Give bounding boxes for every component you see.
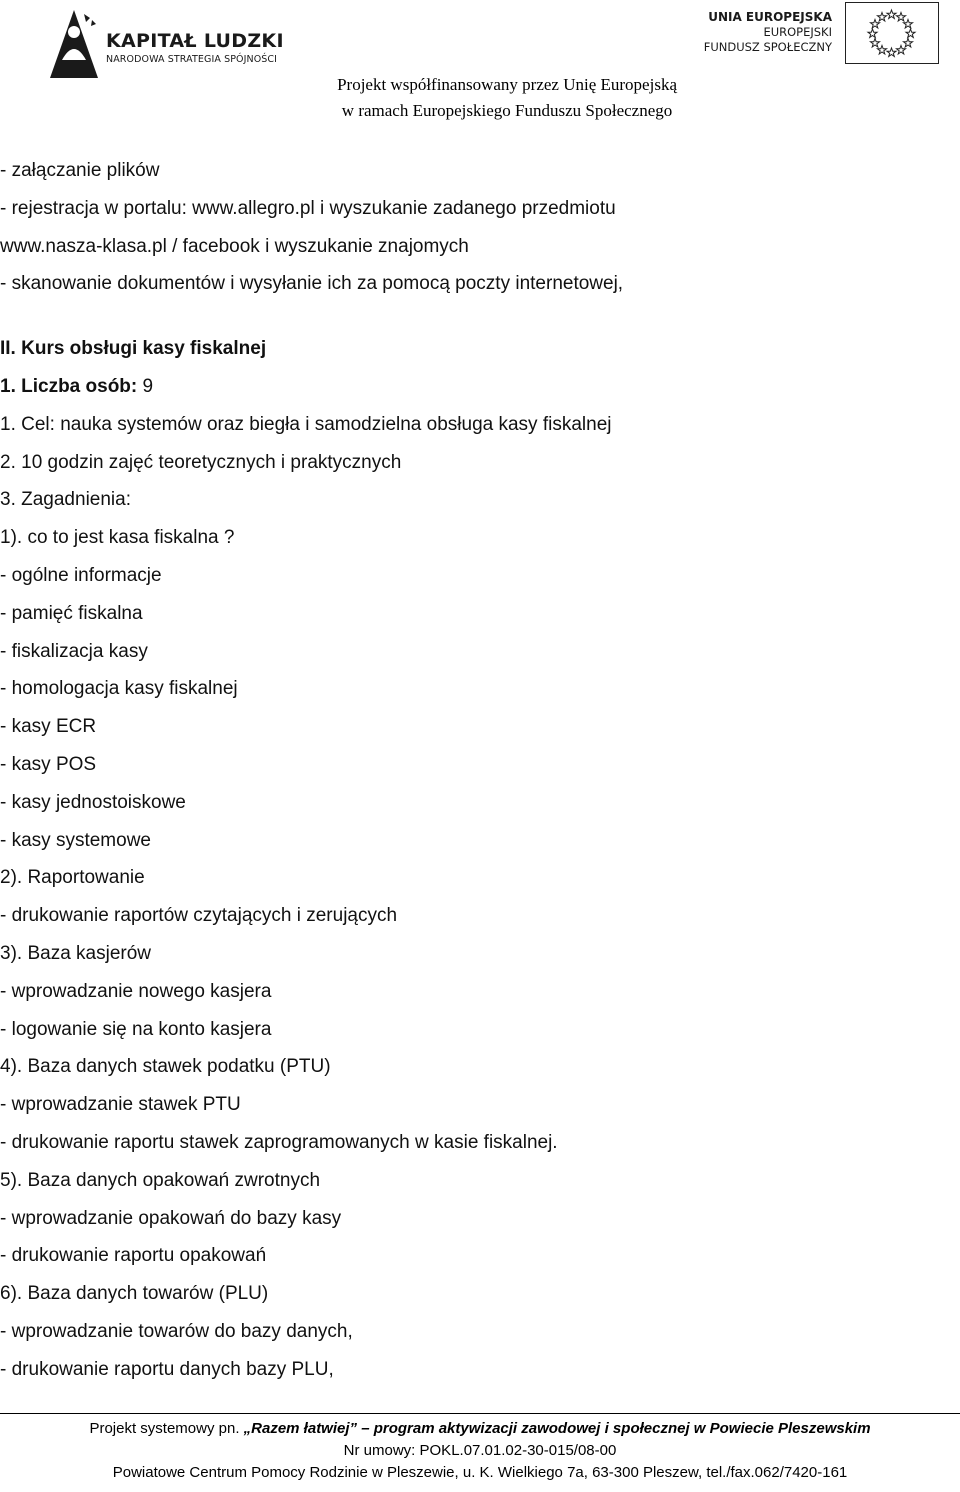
topic-line: - drukowanie raportu opakowań	[0, 1245, 267, 1267]
topic-line: 2). Raportowanie	[0, 867, 145, 889]
count-value: 9	[137, 375, 154, 397]
topic-line: - kasy ECR	[0, 716, 97, 738]
participant-count	[0, 368, 960, 406]
kapital-ludzki-subtitle: NARODOWA STRATEGIA SPÓJNOŚCI	[106, 54, 278, 65]
footer-contract-number: Nr umowy: POKL.07.01.02-30-015/08-00	[343, 1442, 617, 1459]
topic-line: - drukowanie raportu danych bazy PLU,	[0, 1358, 334, 1380]
body-line: - skanowanie dokumentów i wysyłanie ich za pomocą poczty internetowej,	[0, 273, 624, 295]
footer-program-title: „Razem łatwiej” – program aktywizacji zawodowej i społecznej w Powiecie Pleszewskim	[243, 1420, 871, 1437]
document-footer	[0, 1418, 960, 1484]
topic-line: 5). Baza danych opakowań zwrotnych	[0, 1169, 321, 1191]
topic-line: - pamięć fiskalna	[0, 602, 143, 624]
topic-list	[0, 406, 960, 1389]
topic-line: - ogólne informacje	[0, 564, 162, 586]
topic-line: 3. Zagadnienia:	[0, 489, 131, 511]
project-line2: w ramach Europejskiego Funduszu Społecznego	[341, 101, 673, 120]
body-line: www.nasza-klasa.pl / facebook i wyszukanie znajomych	[0, 235, 469, 257]
topic-line: - wprowadzanie stawek PTU	[0, 1094, 241, 1116]
count-label: 1. Liczba osób:	[0, 375, 138, 397]
topic-line: - kasy jednostoiskowe	[0, 791, 186, 813]
kapital-ludzki-title: KAPITAŁ LUDZKI	[106, 30, 284, 52]
body-line: - rejestracja w portalu: www.allegro.pl i wyszukanie zadanego przedmiotu	[0, 197, 616, 219]
document-body	[0, 152, 960, 1389]
footer-prefix: Projekt systemowy pn.	[89, 1420, 244, 1437]
section-title: II. Kurs obsługi kasy fiskalnej	[0, 338, 267, 360]
eu-line3: FUNDUSZ SPOŁECZNY	[703, 40, 832, 54]
topic-line: 1. Cel: nauka systemów oraz biegła i samodzielna obsługa kasy fiskalnej	[0, 413, 612, 435]
topic-line: 4). Baza danych stawek podatku (PTU)	[0, 1056, 331, 1078]
project-cofinancing-note	[337, 72, 677, 124]
kapital-ludzki-emblem-icon	[44, 8, 104, 80]
topic-line: 1). co to jest kasa fiskalna ?	[0, 527, 235, 549]
topic-line: - kasy systemowe	[0, 829, 151, 851]
project-line1: Projekt współfinansowany przez Unię Europejską	[337, 75, 677, 94]
footer-address: Powiatowe Centrum Pomocy Rodzinie w Pleszewie, u. K. Wielkiego 7a, 63-300 Pleszew, tel./fax.062/7420-161	[112, 1464, 848, 1481]
topic-line: - wprowadzanie nowego kasjera	[0, 980, 272, 1002]
topic-line: - homologacja kasy fiskalnej	[0, 678, 238, 700]
footer-divider	[0, 1413, 960, 1414]
document-header	[0, 0, 960, 130]
topic-line: - drukowanie raportów czytających i zerujących	[0, 905, 398, 927]
topic-line: - wprowadzanie towarów do bazy danych,	[0, 1320, 353, 1342]
topic-line: - kasy POS	[0, 753, 97, 775]
topic-line: - wprowadzanie opakowań do bazy kasy	[0, 1207, 342, 1229]
body-line: - załączanie plików	[0, 160, 160, 181]
topic-line: - drukowanie raportu stawek zaprogramowanych w kasie fiskalnej.	[0, 1131, 558, 1153]
eu-flag-icon	[845, 2, 939, 64]
spacer	[0, 303, 960, 330]
topic-line: - fiskalizacja kasy	[0, 640, 148, 662]
eu-fund-text	[704, 10, 832, 55]
topic-line: 2. 10 godzin zajęć teoretycznych i praktycznych	[0, 451, 402, 473]
topic-line: - logowanie się na konto kasjera	[0, 1018, 272, 1040]
topic-line: 3). Baza kasjerów	[0, 942, 152, 964]
eu-line1: UNIA EUROPEJSKA	[708, 10, 832, 24]
footer-project-name	[0, 1418, 960, 1440]
topic-line: 6). Baza danych towarów (PLU)	[0, 1283, 269, 1305]
eu-line2: EUROPEJSKI	[763, 25, 832, 39]
